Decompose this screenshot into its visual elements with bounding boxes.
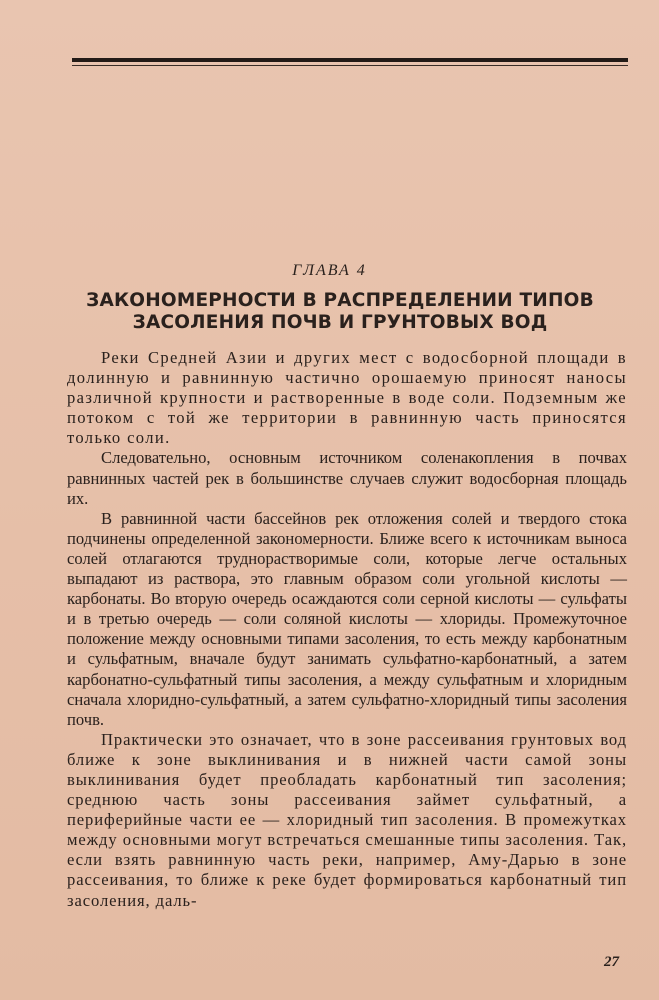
top-rule-thin [72,65,628,66]
chapter-title-line-1: ЗАКОНОМЕРНОСТИ В РАСПРЕДЕЛЕНИИ ТИПОВ [86,290,594,311]
chapter-title-line-2: ЗАСОЛЕНИЯ ПОЧВ И ГРУНТОВЫХ ВОД [132,312,548,333]
paragraph-2: Следовательно, основным источником соленакопления в почвах равнинных частей рек в большинстве случаев служит водосборная площадь их. [67,448,627,508]
chapter-label: ГЛАВА 4 [292,262,367,279]
paragraph-4: Практически это означает, что в зоне рассеивания грунтовых вод ближе к зоне выклинивания и в нижней части самой зоны выклинивания будет преобладать карбонатный тип засоления; среднюю часть зоны рассеивания займет сульфатный, а периферийные части ее — хлоридный тип засоления. В промежутках между основными могут встречаться смешанные типы засоления. Так, если взять равнинную часть реки, например, Аму-Дарью в зоне рассеивания, то ближе к реке будет формироваться карбонатный тип засоления, даль- [67,729,627,910]
top-rule [72,58,628,62]
body-text [67,348,627,911]
page-number: 27 [604,954,619,970]
paragraph-3: В равнинной части бассейнов рек отложения солей и твердого стока подчинены определенной закономерности. Ближе всего к источникам выноса солей отлагаются труднорастворимые соли, которые легче остальных выпадают из раствора, это главным образом соли угольной кислоты — карбонаты. Во вторую очередь осаждаются соли серной кислоты — сульфаты и в третью очередь — соли соляной кислоты — хлориды. Промежуточное положение между основными типами засоления, то есть между карбонатным и сульфатным, вначале будут занимать сульфатно-карбонатный, а затем карбонатно-сульфатный типы засоления, а между сульфатным и хлоридным сначала хлоридно-сульфатный, а затем сульфатно-хлоридный типы засоления почв. [67,508,627,729]
chapter-title [60,290,620,334]
paragraph-1: Реки Средней Азии и других мест с водосборной площади в долинную и равнинную частично орошаемую приносят наносы различной крупности и растворенные в воде соли. Подземным же потоком с той же территории в равнинную часть приносятся только соли. [67,348,627,448]
